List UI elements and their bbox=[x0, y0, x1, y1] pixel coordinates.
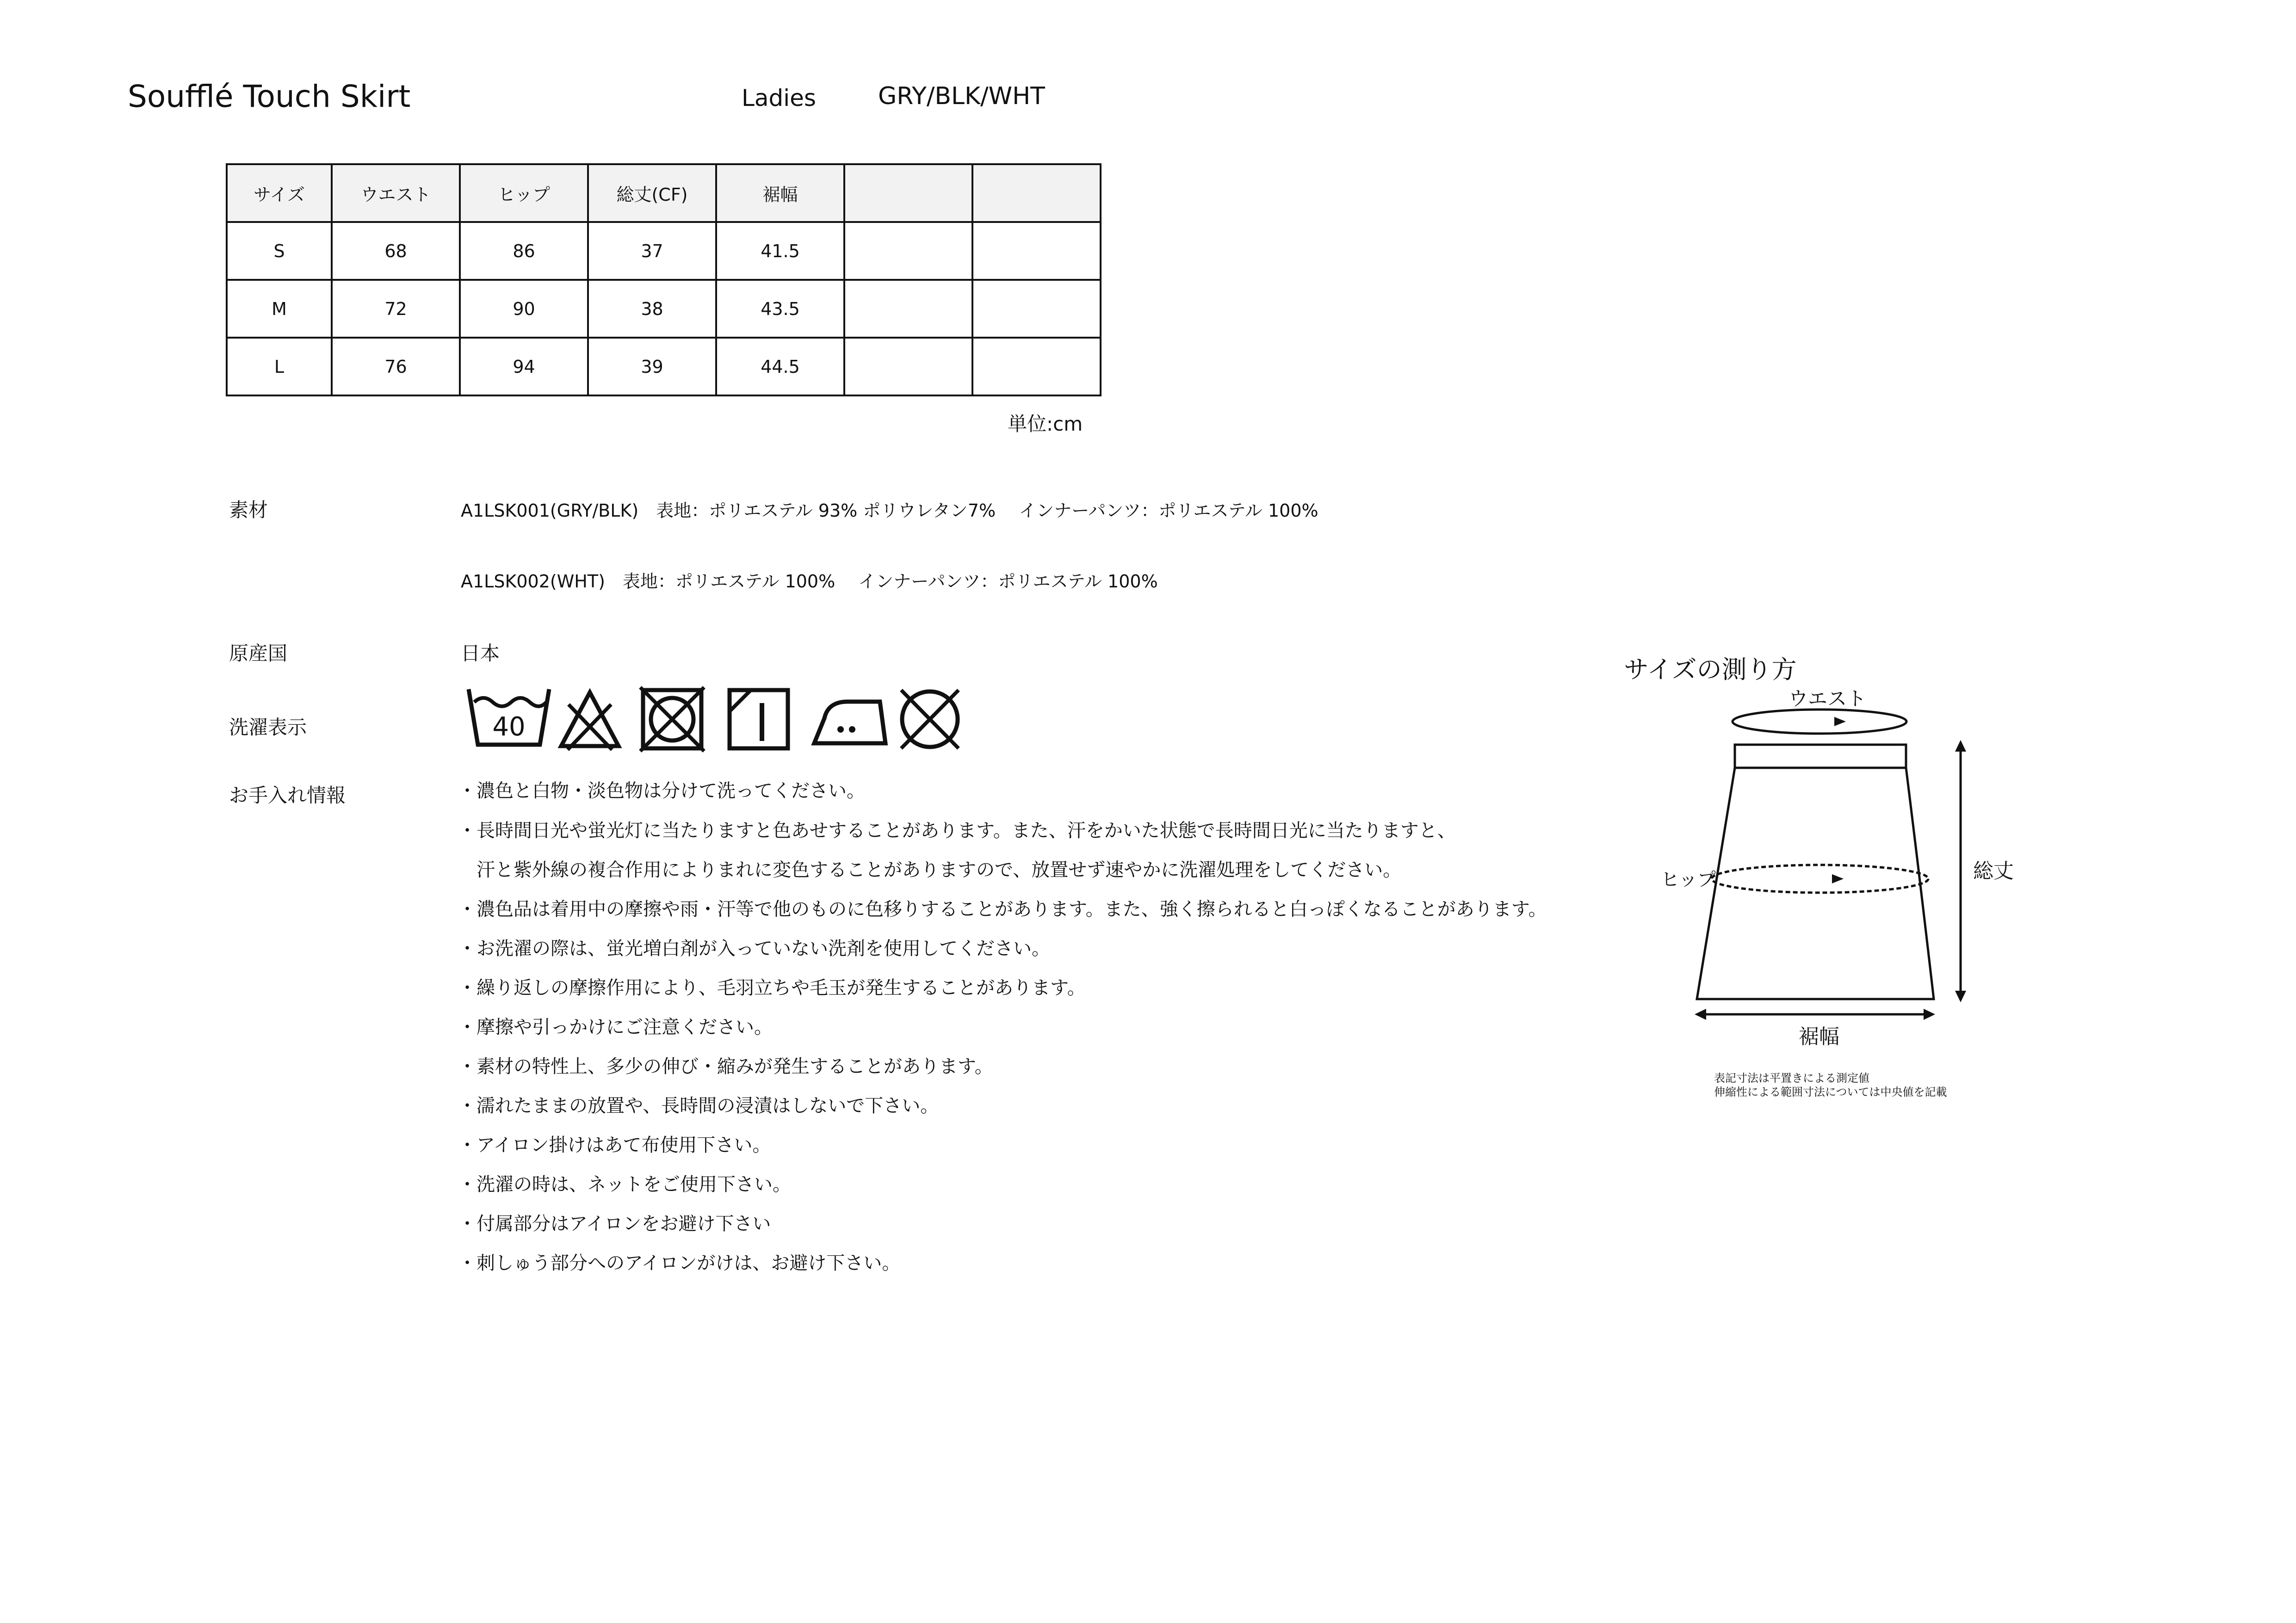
table-cell: 39 bbox=[588, 338, 716, 395]
size-table-header: ウエスト bbox=[332, 164, 460, 222]
wash-label: 洗濯表示 bbox=[229, 716, 307, 739]
care-line: 汗と紫外線の複合作用によりまれに変色することがありますので、放置せず速やかに洗濯処理をしてください。 bbox=[458, 859, 1402, 881]
page-title: Soufflé Touch Skirt bbox=[128, 79, 411, 114]
table-row bbox=[227, 338, 1101, 395]
table-cell: M bbox=[227, 280, 332, 338]
care-line: ・付属部分はアイロンをお避け下さい bbox=[458, 1213, 771, 1234]
no-bleach-icon bbox=[557, 687, 622, 752]
table-cell: 68 bbox=[332, 222, 460, 280]
care-line: ・濡れたままの放置や、長時間の浸漬はしないで下さい。 bbox=[458, 1095, 939, 1117]
table-row bbox=[227, 222, 1101, 280]
care-line: ・濃色と白物・淡色物は分けて洗ってください。 bbox=[458, 780, 865, 802]
table-cell: L bbox=[227, 338, 332, 395]
table-cell bbox=[844, 280, 972, 338]
table-cell: 41.5 bbox=[716, 222, 844, 280]
table-cell: 90 bbox=[460, 280, 588, 338]
no-dry-clean-icon bbox=[893, 685, 967, 754]
diagram-note: 伸縮性による範囲寸法については中央値を記載 bbox=[1714, 1086, 1947, 1098]
iron-low-icon bbox=[811, 691, 889, 749]
size-table-header: サイズ bbox=[227, 164, 332, 222]
unit-label: 単位:cm bbox=[1008, 413, 1083, 435]
waist-label: ウエスト bbox=[1789, 687, 1867, 710]
material-line: A1LSK001(GRY/BLK) 表地：ポリエステル 93% ポリウレタン7% インナーパンツ：ポリエステル 100% bbox=[461, 500, 1318, 521]
hip-label: ヒップ bbox=[1661, 869, 1716, 890]
wash-40-icon bbox=[465, 685, 553, 754]
care-line: ・長時間日光や蛍光灯に当たりますと色あせすることがあります。また、汗をかいた状態で長時間日光に当たりますと、 bbox=[458, 820, 1456, 841]
care-line: ・洗濯の時は、ネットをご使用下さい。 bbox=[458, 1174, 791, 1195]
hem-label: 裾幅 bbox=[1799, 1025, 1839, 1049]
care-label: お手入れ情報 bbox=[229, 784, 346, 807]
no-tumble-dry-icon bbox=[637, 685, 707, 754]
table-row bbox=[227, 280, 1101, 338]
size-table-header bbox=[972, 164, 1101, 222]
skirt-measurement-diagram bbox=[1647, 685, 2017, 1036]
size-table-header: 総丈(CF) bbox=[588, 164, 716, 222]
material-label: 素材 bbox=[229, 499, 268, 521]
table-cell bbox=[844, 338, 972, 395]
table-cell bbox=[844, 222, 972, 280]
size-table-header: ヒップ bbox=[460, 164, 588, 222]
care-line: ・摩擦や引っかけにご注意ください。 bbox=[458, 1017, 773, 1038]
material-line: A1LSK002(WHT) 表地：ポリエステル 100% インナーパンツ：ポリエステル 100% bbox=[461, 571, 1158, 592]
table-cell: 43.5 bbox=[716, 280, 844, 338]
care-line: ・アイロン掛けはあて布使用下さい。 bbox=[458, 1135, 771, 1156]
diagram-title: サイズの測り方 bbox=[1624, 655, 1797, 684]
color-variants: GRY/BLK/WHT bbox=[878, 82, 1045, 110]
care-line: ・濃色品は着用中の摩擦や雨・汗等で他のものに色移りすることがあります。また、強く擦られると白っぽくなることがあります。 bbox=[458, 899, 1547, 920]
care-line: ・お洗濯の際は、蛍光増白剤が入っていない洗剤を使用してください。 bbox=[458, 938, 1050, 959]
size-table-header-row bbox=[227, 164, 1101, 222]
length-label: 総丈 bbox=[1973, 859, 2014, 883]
origin-label: 原産国 bbox=[229, 642, 288, 665]
care-line: ・刺しゅう部分へのアイロンがけは、お避け下さい。 bbox=[458, 1253, 901, 1274]
origin-value: 日本 bbox=[461, 642, 500, 665]
table-cell: 76 bbox=[332, 338, 460, 395]
size-table-header: 裾幅 bbox=[716, 164, 844, 222]
table-cell: S bbox=[227, 222, 332, 280]
category-label: Ladies bbox=[742, 85, 816, 111]
size-table bbox=[226, 163, 1102, 396]
table-cell: 94 bbox=[460, 338, 588, 395]
table-cell: 72 bbox=[332, 280, 460, 338]
table-cell bbox=[972, 280, 1101, 338]
size-table-header bbox=[844, 164, 972, 222]
table-cell: 44.5 bbox=[716, 338, 844, 395]
care-line: ・素材の特性上、多少の伸び・縮みが発生することがあります。 bbox=[458, 1056, 993, 1077]
table-cell bbox=[972, 222, 1101, 280]
table-cell: 86 bbox=[460, 222, 588, 280]
wash-temperature: 40 bbox=[492, 712, 526, 742]
table-cell bbox=[972, 338, 1101, 395]
diagram-note: 表記寸法は平置きによる測定値 bbox=[1714, 1072, 1869, 1085]
line-dry-shade-icon bbox=[724, 685, 793, 754]
table-cell: 37 bbox=[588, 222, 716, 280]
table-cell: 38 bbox=[588, 280, 716, 338]
care-line: ・繰り返しの摩擦作用により、毛羽立ちや毛玉が発生することがあります。 bbox=[458, 977, 1086, 999]
